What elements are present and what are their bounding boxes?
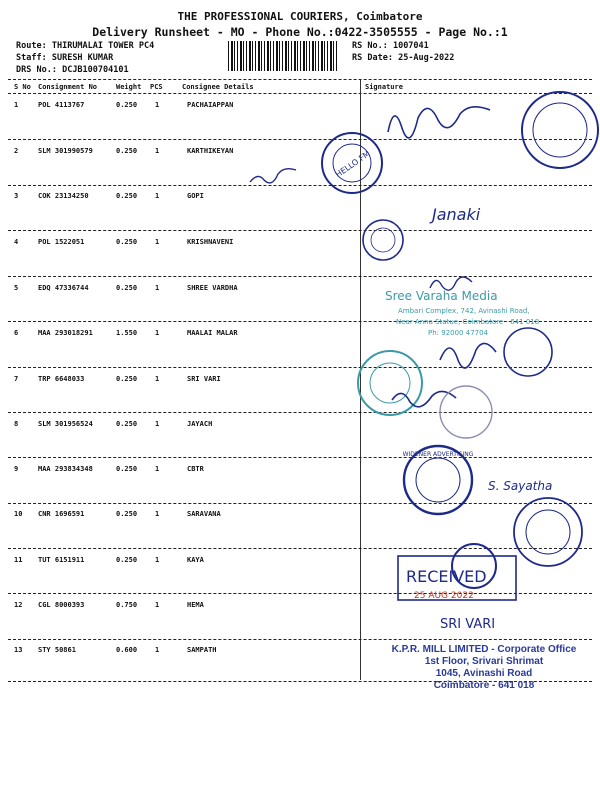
row-consignment: POL 4113767 <box>38 101 85 109</box>
received-date: 25 AUG 2022 <box>414 591 474 601</box>
table-row <box>0 147 600 193</box>
row-divider <box>8 593 592 594</box>
row-sno: 8 <box>14 420 19 428</box>
col-header-pcs: PCS <box>150 83 163 91</box>
row-pcs: 1 <box>155 601 160 609</box>
row-pcs: 1 <box>155 556 160 564</box>
received-text: RECEIVED <box>406 567 487 586</box>
staff-value: SURESH KUMAR <box>51 53 114 63</box>
row-divider <box>8 457 592 458</box>
rs-date-label: RS Date: <box>352 53 393 63</box>
shree-varaha-address-1: Ambari Complex, 742, Avinashi Road, <box>398 307 530 315</box>
row-weight: 0.250 <box>116 284 138 292</box>
row-consignment: POL 1522051 <box>38 238 85 246</box>
row-weight: 1.550 <box>116 329 138 337</box>
row-divider <box>8 139 592 140</box>
row-pcs: 1 <box>155 375 160 383</box>
row-consignee: MAALAI MALAR <box>187 329 238 337</box>
row-consignee: HEMA <box>187 601 204 609</box>
row-pcs: 1 <box>155 510 160 518</box>
row-sno: 9 <box>14 465 19 473</box>
row-consignee: JAYACH <box>187 420 213 428</box>
row-weight: 0.600 <box>116 646 138 654</box>
row-consignee: SAMPATH <box>187 646 217 654</box>
staff-line <box>16 53 113 63</box>
row-consignment: EDQ 47336744 <box>38 284 89 292</box>
col-header-consignee: Consignee Details <box>182 83 254 91</box>
staff-label: Staff: <box>16 53 47 63</box>
row-divider <box>8 412 592 413</box>
route-label: Route: <box>16 41 47 51</box>
row-consignment: STY 50861 <box>38 646 76 654</box>
table-row <box>0 375 600 421</box>
row-divider <box>8 639 592 640</box>
row-pcs: 1 <box>155 238 160 246</box>
drs-line <box>16 65 129 75</box>
row-pcs: 1 <box>155 192 160 200</box>
row-weight: 0.250 <box>116 556 138 564</box>
table-row <box>0 101 600 147</box>
row-consignment: TUT 6151911 <box>38 556 85 564</box>
row-consignee: SHREE VARDHA <box>187 284 238 292</box>
row-consignee: SARAVANA <box>187 510 221 518</box>
row-sno: 13 <box>14 646 23 654</box>
row-sno: 2 <box>14 147 19 155</box>
row-weight: 0.250 <box>116 510 138 518</box>
col-header-sno: S No <box>14 83 31 91</box>
sri-vari-text: SRI VARI <box>440 617 496 632</box>
kpr-mill-line-4: Coimbatore - 641 018 <box>433 680 535 691</box>
widener-text: WIDENER ADVERTISING <box>402 451 474 458</box>
route-value: THIRUMALAI TOWER PC4 <box>51 41 155 51</box>
col-header-weight: Weight <box>116 83 142 91</box>
rs-date-value: 25-Aug-2022 <box>398 53 455 63</box>
rs-number-line <box>352 41 429 51</box>
row-weight: 0.750 <box>116 601 138 609</box>
row-divider <box>8 185 592 186</box>
table-row <box>0 192 600 238</box>
row-consignment: CGL 8000393 <box>38 601 85 609</box>
row-weight: 0.250 <box>116 147 138 155</box>
table-row <box>0 510 600 556</box>
kpr-mill-line-1: K.P.R. MILL LIMITED - Corporate Office <box>391 644 577 655</box>
row-consignment: SLM 301956524 <box>38 420 93 428</box>
sayatha-signature: S. Sayatha <box>488 479 553 493</box>
shree-varaha-phone: Ph: 92000 47704 <box>428 329 489 337</box>
row-sno: 12 <box>14 601 23 609</box>
header-top-rule <box>8 79 592 80</box>
rs-date-line <box>352 53 454 63</box>
row-consignee: KRISHNAVENI <box>187 238 234 246</box>
kpr-mill-stamp <box>384 644 584 692</box>
row-pcs: 1 <box>155 101 160 109</box>
barcode <box>228 41 338 71</box>
drs-label: DRS No.: <box>16 65 57 75</box>
col-header-signature: Signature <box>365 83 403 91</box>
table-row <box>0 284 600 330</box>
drs-value: DCJB100704101 <box>62 65 129 75</box>
row-sno: 3 <box>14 192 19 200</box>
row-pcs: 1 <box>155 147 160 155</box>
hello-fm-text: HELLO FM <box>333 149 372 180</box>
row-weight: 0.250 <box>116 375 138 383</box>
row-sno: 10 <box>14 510 23 518</box>
header-bottom-rule <box>8 93 592 94</box>
row-divider <box>8 230 592 231</box>
row-consignee: KAYA <box>187 556 204 564</box>
row-divider <box>8 321 592 322</box>
table-row <box>0 465 600 511</box>
row-divider <box>8 503 592 504</box>
row-divider <box>8 276 592 277</box>
row-consignee: SRI VARI <box>187 375 221 383</box>
row-consignee: CBTR <box>187 465 204 473</box>
table-row <box>0 420 600 466</box>
table-row <box>0 329 600 375</box>
row-divider <box>8 367 592 368</box>
row-weight: 0.250 <box>116 192 138 200</box>
row-consignee: GOPI <box>187 192 204 200</box>
row-consignment: SLM 301990579 <box>38 147 93 155</box>
row-weight: 0.250 <box>116 238 138 246</box>
shree-varaha-address-2: Near Anna Statue, Coimbatore - 641 018 <box>396 318 540 326</box>
runsheet-subtitle: Delivery Runsheet - MO - Phone No.:0422-3505555 - Page No.:1 <box>92 25 508 39</box>
row-weight: 0.250 <box>116 465 138 473</box>
row-consignment: MAA 293018291 <box>38 329 93 337</box>
shree-varaha-title: Sree Varaha Media <box>385 289 498 303</box>
kpr-mill-line-2: 1st Floor, Srivari Shrimat <box>424 656 544 667</box>
table-row <box>0 556 600 602</box>
row-sno: 7 <box>14 375 19 383</box>
row-pcs: 1 <box>155 420 160 428</box>
row-sno: 6 <box>14 329 19 337</box>
rs-number-label: RS No.: <box>352 41 388 51</box>
row-pcs: 1 <box>155 465 160 473</box>
col-header-consignment: Consignment No <box>38 83 98 91</box>
row-weight: 0.250 <box>116 101 138 109</box>
row-consignee: KARTHIKEYAN <box>187 147 234 155</box>
row-weight: 0.250 <box>116 420 138 428</box>
kpr-mill-line-3: 1045, Avinashi Road <box>435 668 533 679</box>
row-sno: 5 <box>14 284 19 292</box>
row-sno: 11 <box>14 556 23 564</box>
row-consignment: MAA 293834348 <box>38 465 93 473</box>
row-pcs: 1 <box>155 329 160 337</box>
company-title: THE PROFESSIONAL COURIERS, Coimbatore <box>177 10 423 23</box>
route-line <box>16 41 154 51</box>
row-consignment: CNR 1696591 <box>38 510 85 518</box>
row-divider <box>8 548 592 549</box>
row-pcs: 1 <box>155 646 160 654</box>
rs-number-value: 1007041 <box>392 41 429 51</box>
table-row <box>0 238 600 284</box>
row-consignment: COK 23134250 <box>38 192 89 200</box>
janaki-signature: Janaki <box>432 205 481 224</box>
row-consignee: PACHAIAPPAN <box>187 101 234 109</box>
row-consignment: TRP 6648033 <box>38 375 85 383</box>
table-row <box>0 601 600 647</box>
row-sno: 4 <box>14 238 19 246</box>
row-sno: 1 <box>14 101 19 109</box>
row-pcs: 1 <box>155 284 160 292</box>
